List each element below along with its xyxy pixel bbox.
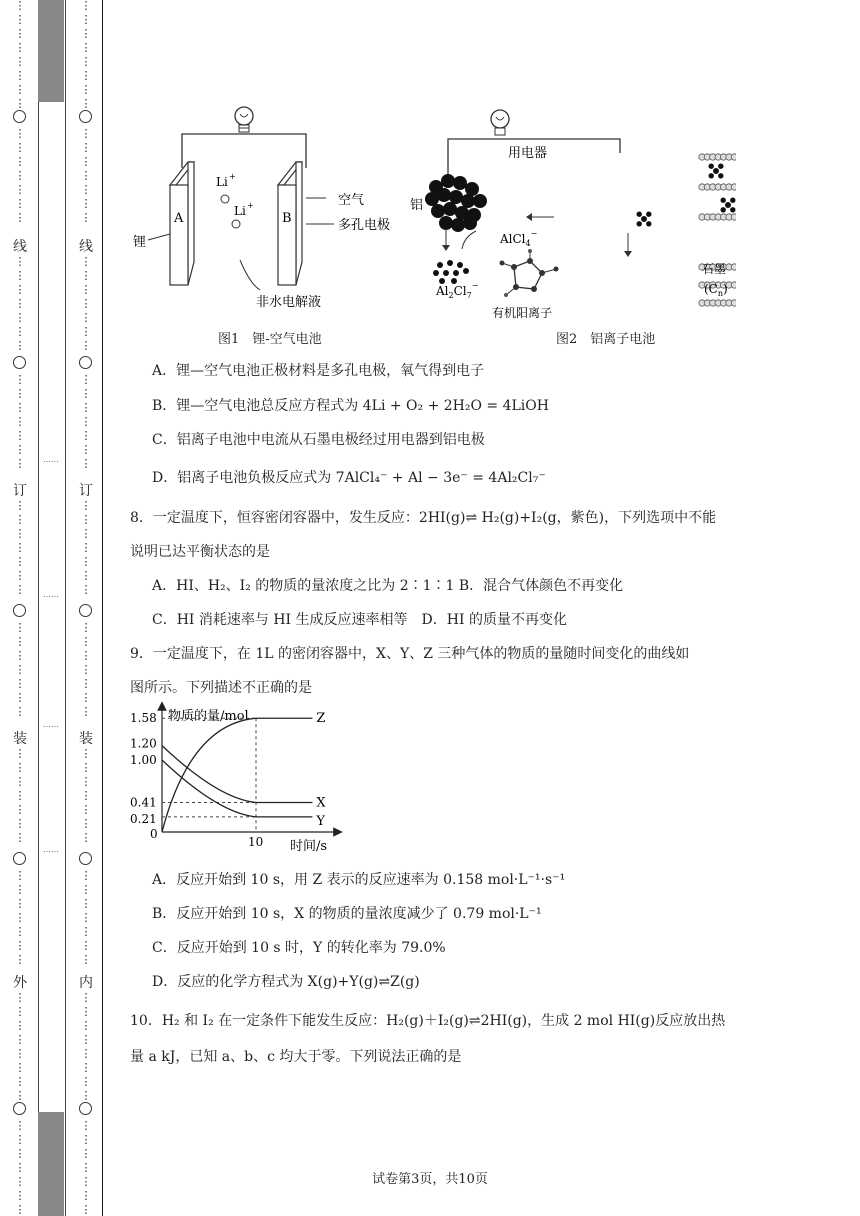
binding-hole-circle-icon [79,110,92,123]
cut-line-dots: ⋮ [14,415,26,428]
aluminum-label: 铝 [410,198,424,213]
al2cl7-atom [433,270,439,276]
margin-info-label: …… [43,845,59,854]
graphite-atom [731,154,736,160]
organic-cation-label: 有机阳离子 [492,306,553,320]
cut-line-dots: ⋮ [80,1089,92,1102]
cut-line-dots: ⋮ [14,803,26,816]
cut-line-dots: ⋮ [80,1133,92,1146]
cut-line-dots: ⋮ [80,41,92,54]
graphite-atom [731,282,736,288]
cut-line-dots: ⋮ [80,897,92,910]
q9-option-d: D．反应的化学方程式为 X(g)+Y(g)⇌Z(g) [152,974,420,990]
cut-line-dots: ⋮ [14,297,26,310]
cut-line-dots: ⋮ [80,401,92,414]
binding-hole-circle-icon [13,356,26,369]
x-tick-label: 10 [248,835,264,849]
cut-line-dots: ⋮ [14,401,26,414]
cut-line-dots: ⋮ [14,925,26,938]
cut-line-dots: ⋮ [80,869,92,882]
q9-option-a: A．反应开始到 10 s，用 Z 表示的反应速率为 0.158 mol·L⁻¹·s⁻¹ [152,872,566,888]
cut-line-dots: ⋮ [80,127,92,140]
cut-line-dots: ⋮ [14,1061,26,1074]
alcl4-atom [637,221,642,226]
figure-li-air-battery [130,100,430,352]
cut-line-dots: ⋮ [80,83,92,96]
cut-line-dots: ⋮ [80,1119,92,1132]
cut-line-dots: ⋮ [80,297,92,310]
aluminum-atom [449,190,463,204]
cut-line-dots: ⋮ [80,27,92,40]
cut-line-dots: ⋮ [14,747,26,760]
q10-stem-line2: 量 a kJ，已知 a、b、c 均大于零。下列说法正确的是 [130,1049,462,1065]
cut-line-dots: ⋮ [14,97,26,110]
porous-electrode-label: 多孔电极 [338,218,391,233]
cut-line-dots: ⋮ [80,1203,92,1216]
cut-line-dots: ⋮ [14,621,26,634]
cut-line-dots: ⋮ [14,953,26,966]
alcl4-atom [718,164,723,169]
cut-line-dots: ⋮ [80,499,92,512]
graphite-formula-label: $(C_n)$ [704,282,728,298]
air-label: 空气 [338,193,365,208]
cut-line-dots: ⋮ [14,1033,26,1046]
cut-line-dots: ⋮ [14,457,26,470]
cut-line-dots: ⋮ [80,97,92,110]
cut-line-dots: ⋮ [14,141,26,154]
cut-line-dots: ⋮ [80,373,92,386]
alcl4-atom [718,173,723,178]
alcl4-atom [721,198,726,203]
graphite-atom [731,300,736,306]
cut-line-dots: ⋮ [80,387,92,400]
page-footer: 试卷第3页，共10页 [372,1172,488,1187]
q8-options-ab: A．HI、H₂、I₂ 的物质的量浓度之比为 2∶1∶1 B．混合气体颜色不再变化 [152,578,624,594]
cut-line-dots: ⋮ [14,869,26,882]
cut-line-dots: ⋮ [80,761,92,774]
binding-hole-circle-icon [79,852,92,865]
series-z-line [162,718,312,832]
cut-line-dots: ⋮ [80,677,92,690]
cut-line-dots: ⋮ [14,569,26,582]
outer-cut-line [10,0,30,1216]
inner-margin-char: 装 [79,731,93,747]
cut-line-dots: ⋮ [80,513,92,526]
cut-line-dots: ⋮ [14,789,26,802]
cut-line-dots: ⋮ [80,621,92,634]
al2cl7-label: $Al_2Cl_7^-$ [436,281,479,300]
figure-al-ion-battery [406,105,736,330]
margin-info-label: …… [43,590,59,599]
alcl4-atom [713,168,719,174]
cut-line-dots: ⋮ [14,1047,26,1060]
q7-option-d: D．铝离子电池负极反应式为 7AlCl₄⁻ + Al − 3e⁻ = 4Al₂Cl₇⁻ [152,470,546,486]
binding-margin [0,0,104,1216]
binding-hole-circle-icon [79,356,92,369]
cut-line-dots: ⋮ [80,555,92,568]
cut-line-dots: ⋮ [80,939,92,952]
cut-line-dots: ⋮ [80,1189,92,1202]
cut-line-dots: ⋮ [80,775,92,788]
cut-line-dots: ⋮ [80,705,92,718]
electrolyte-label: 非水电解液 [256,295,322,310]
cut-line-dots: ⋮ [80,55,92,68]
cut-line-dots: ⋮ [80,583,92,596]
cut-line-dots: ⋮ [80,527,92,540]
margin-info-label: …… [43,720,59,729]
cut-line-dots: ⋮ [80,1175,92,1188]
aluminum-atom [461,194,475,208]
q9-option-b: B．反应开始到 10 s，X 的物质的量浓度减少了 0.79 mol·L⁻¹ [152,906,542,922]
cut-line-dots: ⋮ [80,443,92,456]
y-tick-label: 0.41 [130,795,157,810]
lithium-label: 锂 [133,235,147,250]
cut-line-dots: ⋮ [14,1175,26,1188]
cut-line-dots: ⋮ [80,1047,92,1060]
cut-line-dots: ⋮ [14,1133,26,1146]
cut-line-dots: ⋮ [80,197,92,210]
binding-hole-circle-icon [13,604,26,617]
aluminum-cluster [425,174,487,232]
li-ion-charge: + [229,172,236,181]
cut-line-dots: ⋮ [80,883,92,896]
y-tick-label: 1.20 [130,736,157,751]
cut-line-dots: ⋮ [80,429,92,442]
margin-info-band [38,0,66,1216]
series-label: Y [316,813,325,829]
outer-margin-char: 外 [13,975,27,991]
q8-stem-line1: 8．一定温度下，恒容密闭容器中，发生反应：2HI(g)⇌ H₂(g)+I₂(g，紫色)，下列选项中不能 [130,510,717,526]
aluminum-atom [431,204,445,218]
cut-line-dots: ⋮ [80,269,92,282]
aluminum-atom [443,202,457,216]
cut-line-dots: ⋮ [14,83,26,96]
cut-line-dots: ⋮ [14,429,26,442]
q10-stem-line1: 10．H₂ 和 I₂ 在一定条件下能发生反应：H₂(g)＋I₂(g)⇌2HI(g)，生成 2 mol HI(g)反应放出热 [130,1013,726,1029]
binding-hole-circle-icon [79,1102,92,1115]
q8-stem-line2: 说明已达平衡状态的是 [130,544,270,560]
cut-line-dots: ⋮ [14,527,26,540]
cut-line-dots: ⋮ [14,27,26,40]
y-axis-label: 物质的量/mol [168,709,249,724]
inner-margin-char: 线 [79,239,93,255]
cut-line-dots: ⋮ [14,387,26,400]
cut-line-dots: ⋮ [80,155,92,168]
cut-line-dots: ⋮ [14,897,26,910]
cut-line-dots: ⋮ [14,155,26,168]
cut-line-dots: ⋮ [80,1019,92,1032]
cut-line-dots: ⋮ [14,269,26,282]
aluminum-atom [437,188,451,202]
q9-stem-line2: 图所示。下列描述不正确的是 [130,680,312,696]
cut-line-dots: ⋮ [14,1161,26,1174]
cut-line-dots: ⋮ [14,283,26,296]
cut-line-dots: ⋮ [14,583,26,596]
cut-line-dots: ⋮ [14,761,26,774]
cut-line-dots: ⋮ [80,911,92,924]
alcl4-atom [641,216,647,222]
cut-line-dots: ⋮ [14,991,26,1004]
cut-line-dots: ⋮ [14,127,26,140]
cut-line-dots: ⋮ [14,691,26,704]
origin-label: 0 [150,827,158,841]
cut-line-dots: ⋮ [14,883,26,896]
cut-line-dots: ⋮ [14,211,26,224]
cut-line-dots: ⋮ [14,1147,26,1160]
cut-line-dots: ⋮ [14,55,26,68]
cut-line-dots: ⋮ [14,555,26,568]
cut-line-dots: ⋮ [14,649,26,662]
cut-line-dots: ⋮ [80,817,92,830]
al2cl7-atom [463,268,469,274]
aluminum-atom [425,192,439,206]
alcl4-label: AlCl$_4$− [500,229,538,248]
cut-line-dots: ⋮ [14,513,26,526]
y-tick-label: 0.21 [130,811,157,826]
binding-hole-circle-icon [13,1102,26,1115]
alcl4-atom [637,212,642,217]
cut-line-dots: ⋮ [14,1005,26,1018]
cut-line-dots: ⋮ [80,69,92,82]
inner-cut-line [76,0,96,1216]
aluminum-atom [453,176,467,190]
bulb-icon [491,110,509,135]
cut-line-dots: ⋮ [80,1161,92,1174]
q7-option-b: B．锂—空气电池总反应方程式为 4Li + O₂ + 2H₂O = 4LiOH [152,398,549,414]
cut-line-dots: ⋮ [80,339,92,352]
outer-margin-char: 订 [13,483,27,499]
inner-margin-char: 内 [79,975,93,991]
al2cl7-atom [457,262,463,268]
cut-line-dots: ⋮ [80,925,92,938]
cut-line-dots: ⋮ [80,541,92,554]
cut-line-dots: ⋮ [14,169,26,182]
cut-line-dots: ⋮ [80,831,92,844]
cut-line-dots: ⋮ [14,817,26,830]
cut-line-dots: ⋮ [80,1005,92,1018]
cut-line-dots: ⋮ [14,1075,26,1088]
cut-line-dots: ⋮ [80,1061,92,1074]
cut-line-dots: ⋮ [80,569,92,582]
q9-option-c: C．反应开始到 10 s 时，Y 的转化率为 79.0% [152,940,446,956]
aluminum-atom [465,182,479,196]
aluminum-atom [473,194,487,208]
q7-option-a: A．锂—空气电池正极材料是多孔电极，氧气得到电子 [152,363,485,379]
cut-line-dots: ⋮ [14,325,26,338]
cut-line-dots: ⋮ [14,635,26,648]
cut-line-dots: ⋮ [14,1189,26,1202]
cut-line-dots: ⋮ [14,1019,26,1032]
series-label: X [316,795,326,811]
cut-line-dots: ⋮ [14,339,26,352]
binding-hole-circle-icon [13,852,26,865]
cut-line-dots: ⋮ [14,1203,26,1216]
y-tick-label: 1.58 [130,711,157,726]
cut-line-dots: ⋮ [80,789,92,802]
cut-line-dots: ⋮ [14,0,26,12]
cut-line-dots: ⋮ [14,311,26,324]
outer-margin-char: 线 [13,239,27,255]
alcl4-atom [646,212,651,217]
al2cl7-atom [437,262,443,268]
al2cl7-atom [447,260,453,266]
binding-hole-circle-icon [13,110,26,123]
alcl4-atom [709,173,714,178]
cut-line-dots: ⋮ [14,831,26,844]
cut-line-dots: ⋮ [80,13,92,26]
cut-line-dots: ⋮ [14,41,26,54]
margin-grey-block-bottom [38,1112,64,1216]
figure1-caption: 图1 锂-空气电池 [218,332,322,347]
cut-line-dots: ⋮ [14,499,26,512]
cut-line-dots: ⋮ [80,1033,92,1046]
margin-border-line [102,0,103,1216]
cut-line-dots: ⋮ [14,911,26,924]
graphite-label: 石墨 [702,262,727,276]
cut-line-dots: ⋮ [14,705,26,718]
alcl4-atom [725,202,731,208]
alcl4-atom [730,207,735,212]
alcl4-atom [646,221,651,226]
li-ion-label: Li [216,175,228,189]
cut-line-dots: ⋮ [80,457,92,470]
binding-hole-circle-icon [79,604,92,617]
q9-line-chart [130,700,350,860]
cut-line-dots: ⋮ [14,541,26,554]
cut-line-dots: ⋮ [80,691,92,704]
cut-line-dots: ⋮ [80,1147,92,1160]
series-label: Z [316,711,326,727]
cut-line-dots: ⋮ [80,283,92,296]
q7-option-c: C．铝离子电池中电流从石墨电极经过用电器到铝电极 [152,432,485,448]
alcl4-atom [721,207,726,212]
cut-line-dots: ⋮ [80,803,92,816]
margin-grey-block-top [38,0,64,102]
cut-line-dots: ⋮ [80,255,92,268]
series-y-line [162,760,312,817]
cut-line-dots: ⋮ [14,255,26,268]
outer-margin-char: 装 [13,731,27,747]
cut-line-dots: ⋮ [80,211,92,224]
cut-line-dots: ⋮ [80,991,92,1004]
q8-options-cd: C．HI 消耗速率与 HI 生成反应速率相等 D．HI 的质量不再变化 [152,612,567,628]
cut-line-dots: ⋮ [14,1119,26,1132]
cut-line-dots: ⋮ [80,325,92,338]
cut-line-dots: ⋮ [80,663,92,676]
cut-line-dots: ⋮ [14,663,26,676]
aluminum-atom [463,216,477,230]
organic-cation-molecule [500,249,559,297]
cut-line-dots: ⋮ [80,0,92,12]
cut-line-dots: ⋮ [80,635,92,648]
aluminum-atom [451,218,465,232]
cut-line-dots: ⋮ [14,939,26,952]
li-ion-label: Li [234,204,246,218]
cut-line-dots: ⋮ [80,953,92,966]
al2cl7-atom [443,270,449,276]
graphite-atom [731,264,736,270]
cut-line-dots: ⋮ [80,169,92,182]
aluminum-atom [439,216,453,230]
al2cl7-atom [453,270,459,276]
cut-line-dots: ⋮ [80,747,92,760]
li-ion-charge: + [247,201,254,210]
alcl4-atom [730,198,735,203]
alcl4-molecules [433,164,736,285]
cut-line-dots: ⋮ [14,443,26,456]
y-tick-label: 1.00 [130,753,157,767]
inner-margin-char: 订 [79,483,93,499]
alcl4-atom [709,164,714,169]
cut-line-dots: ⋮ [14,13,26,26]
cut-line-dots: ⋮ [14,775,26,788]
x-axis-label: 时间/s [290,839,328,854]
cut-line-dots: ⋮ [80,1075,92,1088]
cut-line-dots: ⋮ [14,373,26,386]
cut-line-dots: ⋮ [80,311,92,324]
bulb-icon [235,107,253,132]
cut-line-dots: ⋮ [14,69,26,82]
series-x-line [162,746,312,803]
cut-line-dots: ⋮ [14,197,26,210]
cut-line-dots: ⋮ [80,649,92,662]
graphite-atom [731,214,736,220]
cut-line-dots: ⋮ [80,183,92,196]
aluminum-atom [441,174,455,188]
cut-line-dots: ⋮ [14,677,26,690]
device-label: 用电器 [508,146,548,161]
cut-line-dots: ⋮ [80,415,92,428]
margin-info-label: …… [43,455,59,464]
graphite-atom [731,184,736,190]
figure2-caption: 图2 铝离子电池 [556,332,656,347]
cut-line-dots: ⋮ [80,141,92,154]
q9-stem-line1: 9．一定温度下，在 1L 的密闭容器中，X、Y、Z 三种气体的物质的量随时间变化的曲线如 [130,646,690,662]
electrode-a-label: A [174,211,184,226]
electrode-b-label: B [282,211,292,226]
cut-line-dots: ⋮ [14,183,26,196]
cut-line-dots: ⋮ [14,1089,26,1102]
